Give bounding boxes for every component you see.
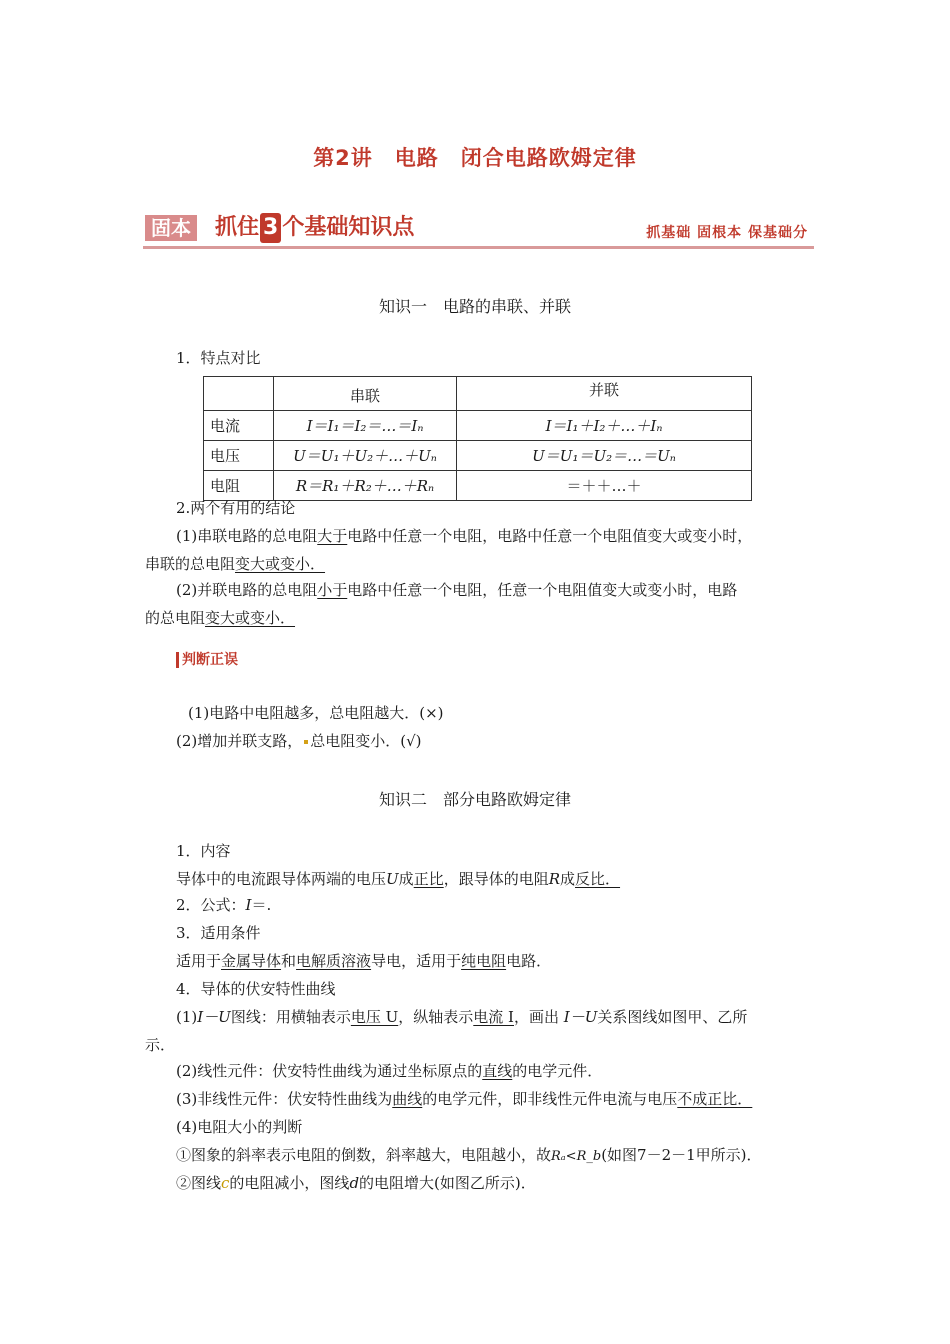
header-series: 串联 <box>274 377 457 411</box>
answer-blank: 小于 <box>317 581 348 599</box>
text: 关系图线如图甲、乙所 <box>597 1008 748 1026</box>
k2-line3 <box>176 951 551 971</box>
k1-item1: 1．特点对比 <box>176 349 261 367</box>
section-banner <box>143 212 814 250</box>
k2-item1: 1．内容 <box>176 842 231 860</box>
answer-blank: 电压 U <box>350 1008 399 1026</box>
text: 的电学元件． <box>512 1062 603 1080</box>
conclusion-2-line2 <box>145 608 295 628</box>
answer-blank: 变大或变小． <box>205 609 296 627</box>
text: (如图7－2－1甲所示)． <box>601 1146 762 1164</box>
text: (1) <box>176 1008 198 1026</box>
symbol: d <box>349 1174 360 1192</box>
symbol: Rₐ<R_b <box>551 1149 602 1164</box>
cell-series: R＝R₁＋R₂＋…＋Rₙ <box>274 471 457 501</box>
table-row <box>204 441 752 471</box>
answer-blank: 反比． <box>575 870 621 888</box>
k2-line5 <box>176 1061 602 1081</box>
answer-blank: 正比 <box>413 870 444 888</box>
table-row <box>204 471 752 501</box>
text: 导电，适用于 <box>371 952 462 970</box>
cell-series: U＝U₁＋U₂＋…＋Uₙ <box>274 441 457 471</box>
header-parallel: 并联 <box>457 377 752 411</box>
banner-main-b: 个基础知识点 <box>282 215 415 240</box>
text: 2．公式： <box>176 896 246 914</box>
text: (2)增加并联支路， <box>176 732 303 750</box>
text: (2)线性元件：伏安特性曲线为通过坐标原点的 <box>176 1062 483 1080</box>
text: 总电阻变小．(√) <box>310 732 422 750</box>
judge-2 <box>176 731 422 751</box>
row-label: 电压 <box>204 441 274 471</box>
banner-main-a: 抓住 <box>215 215 260 240</box>
text: 的电阻减小，图线 <box>229 1174 350 1192</box>
text: 电路中任意一个电阻，任意一个电阻值变大或变小时，电路 <box>347 581 738 599</box>
answer-blank: 金属导体 <box>221 952 282 970</box>
symbol: R <box>548 870 561 888</box>
text: 和 <box>281 952 297 970</box>
text: 图线：用横轴表示 <box>230 1008 351 1026</box>
cell-parallel: I＝I₁＋I₂＋…＋Iₙ <box>457 411 752 441</box>
banner-slogan: 抓基础 固根本 保基础分 <box>646 225 808 241</box>
k2-line6 <box>176 1089 752 1109</box>
banner-tag: 固本 <box>145 215 197 241</box>
k2-line1 <box>176 869 620 889</box>
conclusion-2-line1 <box>176 580 737 600</box>
k2-line9 <box>176 1173 536 1193</box>
text: 电路． <box>506 952 552 970</box>
text: 串联的总电阻 <box>145 555 236 573</box>
conclusion-1-line2 <box>145 554 325 574</box>
cell-series: I＝I₁＝I₂＝…＝Iₙ <box>274 411 457 441</box>
text: 成 <box>398 870 414 888</box>
table-row <box>204 411 752 441</box>
k2-item4: 4．导体的伏安特性曲线 <box>176 980 336 998</box>
text: ，画出 <box>513 1008 564 1026</box>
judge-label: 判断正误 <box>176 652 238 668</box>
k2-item3: 3．适用条件 <box>176 924 261 942</box>
banner-number: 3 <box>260 213 281 243</box>
answer-blank: 纯电阻 <box>461 952 507 970</box>
text: (3)非线性元件：伏安特性曲线为 <box>176 1090 393 1108</box>
text: ②图线 <box>176 1174 222 1192</box>
text: ①图象的斜率表示电阻的倒数，斜率越大，电阻越小，故 <box>176 1146 552 1164</box>
symbol: U <box>386 870 399 888</box>
text: 的电学元件，即非线性元件电流与电压 <box>422 1090 678 1108</box>
text: 导体中的电流跟导体两端的电压 <box>176 870 387 888</box>
knowledge-1-heading: 知识一 电路的串联、并联 <box>378 297 571 316</box>
k2-item2 <box>176 895 271 915</box>
answer-blank: 变大或变小． <box>235 555 326 573</box>
comparison-table <box>203 376 752 501</box>
text: 成 <box>560 870 576 888</box>
text: 电路中任意一个电阻，电路中任意一个电阻值变大或变小时， <box>347 527 753 545</box>
text: ＝. <box>251 896 272 914</box>
answer-blank: 大于 <box>317 527 348 545</box>
knowledge-2-heading: 知识二 部分电路欧姆定律 <box>378 790 571 809</box>
text: ，纵轴表示 <box>398 1008 474 1026</box>
table-header-row <box>204 377 752 411</box>
symbol: I－U <box>197 1008 231 1026</box>
text: ，跟导体的电阻 <box>443 870 549 888</box>
cell-parallel: U＝U₁＝U₂＝…＝Uₙ <box>457 441 752 471</box>
k1-item2: 2.两个有用的结论 <box>176 499 296 517</box>
k2-line4b: 示． <box>145 1036 176 1054</box>
cell-parallel: ＝＋＋…＋ <box>457 471 752 501</box>
answer-blank: 不成正比． <box>677 1090 753 1108</box>
text: (2)并联电路的总电阻 <box>176 581 318 599</box>
symbol: c <box>221 1174 230 1192</box>
row-label: 电阻 <box>204 471 274 501</box>
k2-line8 <box>176 1145 762 1167</box>
symbol: I－U <box>563 1008 598 1026</box>
banner-main <box>215 213 414 243</box>
judge-1: (1)电路中电阻越多，总电阻越大．(×) <box>188 704 444 722</box>
marker-dot <box>304 740 308 744</box>
conclusion-1-line1 <box>176 526 752 546</box>
answer-blank: 曲线 <box>392 1090 423 1108</box>
answer-blank: 直线 <box>482 1062 513 1080</box>
k2-line4 <box>176 1007 747 1027</box>
table-corner <box>204 377 274 411</box>
text: 适用于 <box>176 952 222 970</box>
row-label: 电流 <box>204 411 274 441</box>
page-title: 第2讲 电路 闭合电路欧姆定律 <box>313 146 637 170</box>
symbol: I <box>245 896 252 914</box>
text: 的电阻增大(如图乙所示)． <box>359 1174 536 1192</box>
text: 的总电阻 <box>145 609 206 627</box>
text: (1)串联电路的总电阻 <box>176 527 318 545</box>
k2-line7: (4)电阻大小的判断 <box>176 1118 303 1136</box>
answer-blank: 电流 I <box>473 1008 514 1026</box>
answer-blank: 电解质溶液 <box>296 952 372 970</box>
